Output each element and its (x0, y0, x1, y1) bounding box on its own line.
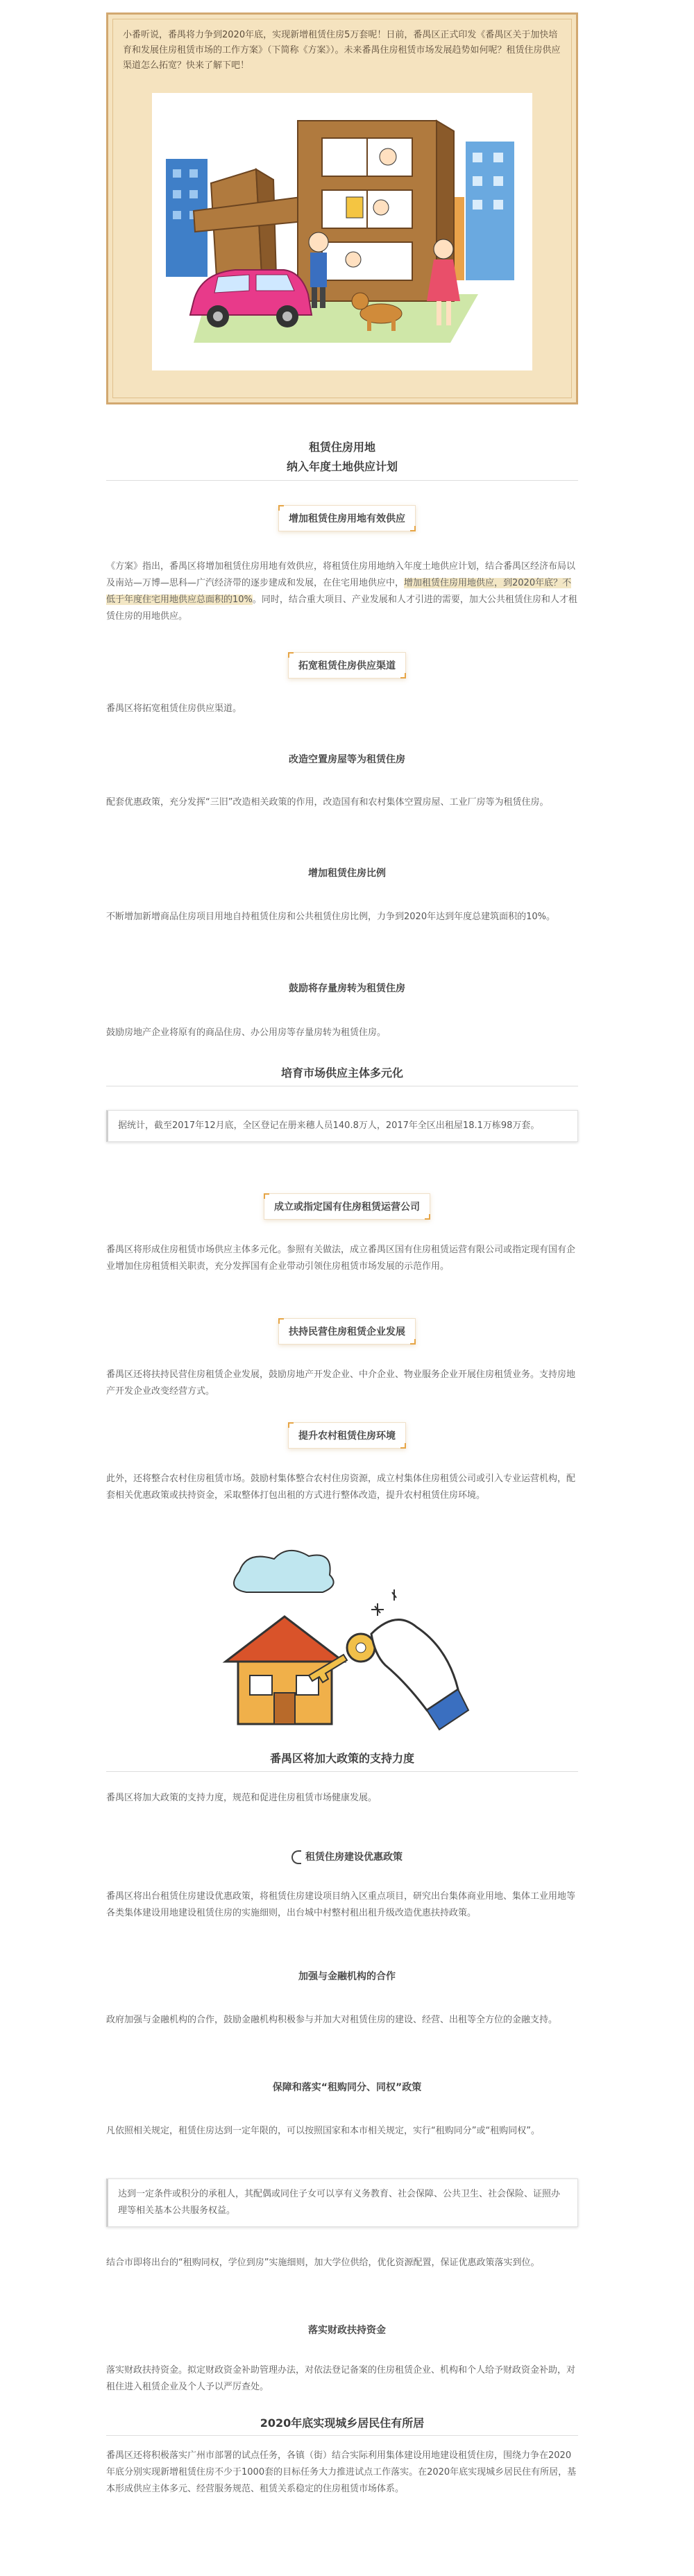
sub-heading-state-company: 成立或指定国有住房租赁运营公司 (264, 1193, 430, 1220)
highlight-text: 增加租赁住房用地供应，到2020年底？不低于年度住宅用地供应总面积的10% (106, 578, 572, 605)
paragraph-equal-rights: 凡依照相关规定，租赁住房达到一定年限的，可以按照国家和本市相关规定，实行“租购同分”或“租购同权”。 (106, 2126, 540, 2136)
rent-building-illustration (152, 93, 532, 370)
paragraph-land-supply: 《方案》指出，番禺区将增加租赁住房用地有效供应，将租赁住房用地纳入年度土地供应计划，结合番禺区经济布局以及南站—万博—思科—广汽经济带的逐步建成和发展，在住宅用地供应中，增加租赁住房用地供应，到2020年底？不低于年度住宅用地供应总面积的10%。同时，结合重大项目、产业发展和人才引进的需要，加大公共租赁住房和人才租赁住房的用地供应。 (106, 561, 577, 622)
divider (106, 480, 578, 481)
equal-rights-quote: 达到一定条件或积分的承租人，其配偶或同住子女可以享有义务教育、社会保障、公共卫生、社会保险、证照办理等相关基本公共服务权益。 (106, 2178, 578, 2227)
sub-heading-ratio: 增加租赁住房比例 (308, 868, 386, 879)
sub-heading-funding: 落实财政扶持资金 (308, 2325, 386, 2336)
paragraph-finance: 政府加强与金融机构的合作，鼓励金融机构积极参与并加大对租赁住房的建设、经营、出租等全方位的金融支持。 (106, 2015, 558, 2025)
section-title-land-sub: 纳入年度土地供应计划 (286, 460, 398, 473)
paragraph-2020: 番禺区还将积极落实广州市部署的试点任务，各镇（街）结合实际利用集体建设用地建设租赁住房，围绕力争在2020年底分别实现新增租赁住房不少于1000套的目标任务大力推进试点工作落实。在2020年底实现城乡居民住有所居，基本形成供应主体多元、经营服务规范、租赁关系稳定的住房租赁市场体系。 (106, 2450, 577, 2494)
paragraph-channels: 番禺区将拓宽租赁住房供应渠道。 (106, 703, 242, 714)
sub-heading-construction: 租赁住房建设优惠政策 (291, 1844, 403, 1870)
sub-heading-private: 扶持民营住房租赁企业发展 (278, 1318, 416, 1345)
section-title-2020: 2020年底实现城乡居民住有所居 (260, 2416, 425, 2430)
sub-heading-land-supply: 增加租赁住房用地有效供应 (278, 505, 416, 531)
house-key-illustration (219, 1544, 482, 1738)
paragraph-rural: 此外，还将整合农村住房租赁市场。鼓励村集体整合农村住房资源，成立村集体住房租赁公司或引入专业运营机构，配套相关优惠政策或扶持资金，采取整体打包出租的方式进行整体改造，提升农村租赁住房环境。 (106, 1474, 576, 1501)
sub-heading-rural: 提升农村租赁住房环境 (288, 1422, 406, 1449)
sub-heading-stock: 鼓励将存量房转为租赁住房 (289, 983, 405, 994)
sub-heading-channels: 拓宽租赁住房供应渠道 (288, 652, 406, 679)
paragraph-school-places: 结合市即将出台的“租购同权，学位到房”实施细则，加大学位供给，优化资源配置，保证优惠政策落实到位。 (106, 2258, 540, 2268)
paragraph-stock: 鼓励房地产企业将原有的商品住房、办公用房等存量房转为租赁住房。 (106, 1027, 387, 1038)
paragraph-ratio: 不断增加新增商品住房项目用地自持租赁住房和公共租赁住房比例，力争到2020年达到年度总建筑面积的10%。 (106, 912, 555, 922)
sub-heading-vacant: 改造空置房屋等为租赁住房 (289, 754, 405, 765)
bracket-icon (291, 1850, 301, 1864)
paragraph-state-company: 番禺区将形成住房租赁市场供应主体多元化。参照有关做法，成立番禺区国有住房租赁运营有限公司或指定现有国有企业增加住房租赁相关职责，充分发挥国有企业带动引领住房租赁市场发展的示范作用。 (106, 1245, 576, 1272)
paragraph-policy: 番禺区将加大政策的支持力度，规范和促进住房租赁市场健康发展。 (106, 1793, 378, 1803)
sub-heading-finance: 加强与金融机构的合作 (298, 1971, 396, 1982)
paragraph-funding: 落实财政扶持资金。拟定财政资金补助管理办法，对依法登记备案的住房租赁企业、机构和个人给予财政资金补助，对租住进入租赁企业及个人予以严厉查处。 (106, 2365, 576, 2392)
paragraph-vacant: 配套优惠政策，充分发挥“三旧”改造相关政策的作用，改造国有和农村集体空置房屋、工业厂房等为租赁住房。 (106, 797, 549, 808)
section-title-market: 培育市场供应主体多元化 (280, 1066, 403, 1080)
intro-box (106, 12, 578, 404)
hero-illustration (152, 93, 532, 370)
paragraph-construction: 番禺区将出台租赁住房建设优惠政策，将租赁住房建设项目纳入区重点项目，研究出台集体商业用地、集体工业用地等各类集体建设用地建设租赁住房的实施细则，出台城中村整村租出租升级改造优惠扶持政策。 (106, 1891, 576, 1918)
section-title-policy: 番禺区将加大政策的支持力度 (269, 1752, 414, 1765)
paragraph-private: 番禺区还将扶持民营住房租赁企业发展，鼓励房地产开发企业、中介企业、物业服务企业开展住房租赁业务。支持房地产开发企业改变经营方式。 (106, 1370, 576, 1397)
divider (106, 1771, 578, 1772)
statistics-quote: 据统计，截至2017年12月底，全区登记在册来穗人员140.8万人，2017年全区出租屋18.1万栋98万套。 (106, 1110, 578, 1142)
section-title-land: 租赁住房用地 (308, 441, 375, 454)
intro-text: 小番听说，番禺将力争到2020年底，实现新增租赁住房5万套呢！日前，番禺区正式印发《番禺区关于加快培育和发展住房租赁市场的工作方案》（下简称《方案》）。未来番禺住房租赁市场发展趋势如何呢？租赁住房供应渠道怎么拓宽？快来了解下吧！ (123, 30, 561, 71)
sub-heading-equal-rights: 保障和落实“租购同分、同权”政策 (272, 2082, 422, 2093)
divider (106, 2435, 578, 2436)
